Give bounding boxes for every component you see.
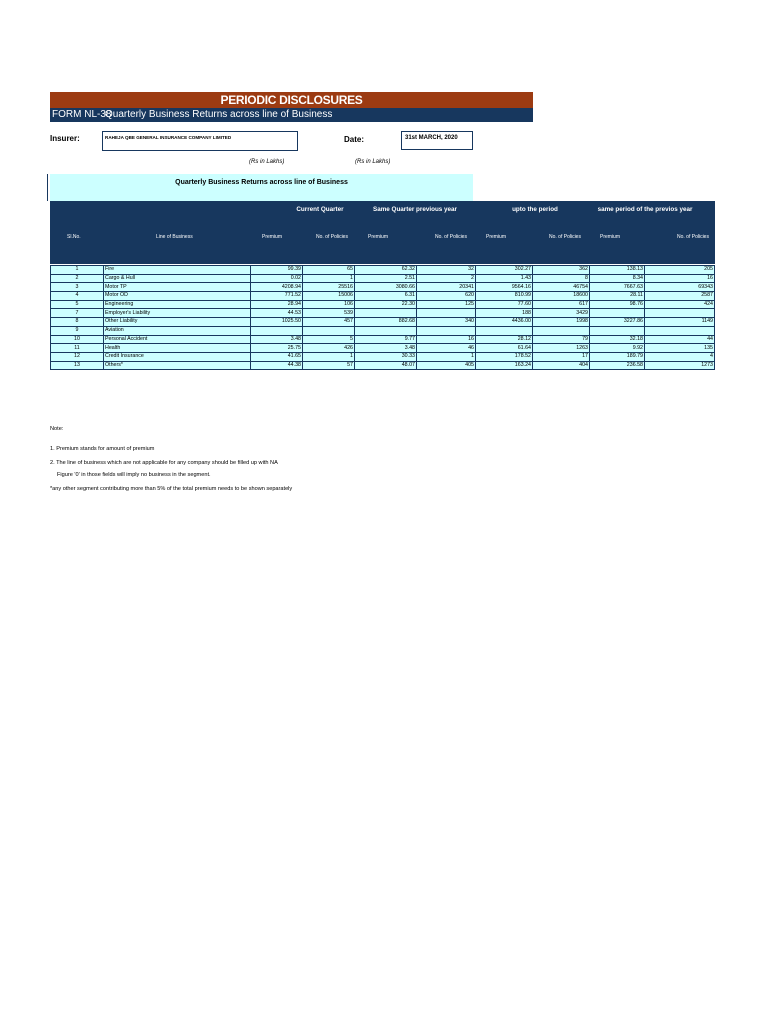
insurer-field: RAHEJA QBE GENERAL INSURANCE COMPANY LIMITED	[102, 131, 298, 151]
cell-premium	[251, 326, 303, 335]
cell-policies: 16	[645, 274, 715, 283]
cell-premium: 178.52	[476, 352, 533, 361]
cell-premium: 188	[476, 309, 533, 318]
cell-premium: 2.51	[355, 274, 417, 283]
cell-policies: 25516	[303, 283, 355, 292]
cell-slno: 13	[51, 361, 104, 370]
table-header	[50, 201, 715, 264]
col-policies: No. of Policies	[549, 234, 581, 240]
cell-slno: 10	[51, 335, 104, 344]
cell-premium: 28.11	[590, 292, 645, 301]
units-left: (Rs in Lakhs)	[249, 159, 285, 165]
table-row	[51, 361, 715, 370]
band-edge	[47, 174, 49, 201]
note-3: *any other segment contributing more than 5% of the total premium needs to be shown separately	[50, 486, 293, 492]
cell-policies: 4	[645, 352, 715, 361]
cell-premium: 9.92	[590, 344, 645, 353]
table-row	[51, 344, 715, 353]
form-description: Quarterly Business Returns across line of Business	[105, 109, 333, 120]
cell-premium: 6.31	[355, 292, 417, 301]
table-row	[51, 300, 715, 309]
cell-policies: 404	[533, 361, 590, 370]
cell-premium: 3080.66	[355, 283, 417, 292]
cell-premium	[476, 326, 533, 335]
cell-premium: 302.27	[476, 266, 533, 275]
cell-policies: 205	[645, 266, 715, 275]
col-premium: Premium	[486, 234, 507, 240]
cell-premium	[590, 326, 645, 335]
table-row	[51, 266, 715, 275]
cell-line-of-business: Personal Accident	[104, 335, 251, 344]
cell-premium: 28.94	[251, 300, 303, 309]
insurer-label: Insurer:	[50, 134, 80, 143]
cell-premium: 30.33	[355, 352, 417, 361]
cell-premium: 22.30	[355, 300, 417, 309]
col-policies: No. of Policies	[677, 234, 709, 240]
cell-slno: 2	[51, 274, 104, 283]
cell-premium: 3.48	[251, 335, 303, 344]
cell-premium: 163.24	[476, 361, 533, 370]
cell-premium: 99.39	[251, 266, 303, 275]
cell-line-of-business: Engineering	[104, 300, 251, 309]
cell-policies: 362	[533, 266, 590, 275]
cell-line-of-business: Motor OD	[104, 292, 251, 301]
cell-premium: 771.52	[251, 292, 303, 301]
cell-premium: 98.76	[590, 300, 645, 309]
cell-slno: 9	[51, 326, 104, 335]
cell-policies: 1263	[533, 344, 590, 353]
cell-premium: 61.64	[476, 344, 533, 353]
col-premium: Premium	[600, 234, 621, 240]
cell-line-of-business: Other Liability	[104, 318, 251, 327]
section-title: Quarterly Business Returns across line of Business	[50, 174, 473, 201]
cell-policies: 65	[303, 266, 355, 275]
cell-premium: 0.02	[251, 274, 303, 283]
cell-policies: 426	[303, 344, 355, 353]
cell-policies: 424	[645, 300, 715, 309]
cell-premium: 62.32	[355, 266, 417, 275]
cell-policies: 8	[533, 274, 590, 283]
col-policies: No. of Policies	[435, 234, 467, 240]
cell-policies	[303, 326, 355, 335]
cell-policies: 617	[533, 300, 590, 309]
group-same-quarter-prev: Same Quarter previous year	[373, 206, 457, 213]
group-same-period-prev: same period of the previos year	[597, 206, 693, 213]
cell-policies: 79	[533, 335, 590, 344]
cell-policies	[645, 309, 715, 318]
cell-policies: 1149	[645, 318, 715, 327]
cell-line-of-business: Fire	[104, 266, 251, 275]
cell-policies: 340	[417, 318, 476, 327]
cell-policies: 20341	[417, 283, 476, 292]
cell-premium: 48.07	[355, 361, 417, 370]
cell-policies	[417, 309, 476, 318]
cell-line-of-business: Aviation	[104, 326, 251, 335]
cell-policies: 2	[417, 274, 476, 283]
col-line-of-business: Line of Business	[156, 234, 193, 240]
cell-policies	[645, 326, 715, 335]
cell-premium: 4208.94	[251, 283, 303, 292]
page-title: PERIODIC DISCLOSURES	[50, 92, 533, 108]
table-row	[51, 326, 715, 335]
table-row	[51, 318, 715, 327]
cell-premium: 882.68	[355, 318, 417, 327]
cell-policies: 15006	[303, 292, 355, 301]
cell-policies: 106	[303, 300, 355, 309]
cell-policies: 135	[645, 344, 715, 353]
cell-policies: 1	[303, 274, 355, 283]
cell-slno: 7	[51, 309, 104, 318]
cell-line-of-business: Credit Insurance	[104, 352, 251, 361]
cell-slno: 3	[51, 283, 104, 292]
cell-policies: 3429	[533, 309, 590, 318]
cell-premium: 1.43	[476, 274, 533, 283]
cell-policies: 46	[417, 344, 476, 353]
col-premium: Premium	[368, 234, 389, 240]
cell-premium	[590, 309, 645, 318]
cell-premium: 810.99	[476, 292, 533, 301]
cell-policies: 2587	[645, 292, 715, 301]
table-row	[51, 352, 715, 361]
cell-line-of-business: Cargo & Hull	[104, 274, 251, 283]
cell-line-of-business: Health	[104, 344, 251, 353]
cell-premium	[355, 326, 417, 335]
cell-premium: 236.58	[590, 361, 645, 370]
cell-policies: 457	[303, 318, 355, 327]
form-bar	[50, 108, 533, 122]
col-policies: No. of Policies	[316, 234, 348, 240]
group-current-quarter: Current Quarter	[296, 206, 344, 213]
group-upto-period: upto the period	[512, 206, 558, 213]
cell-policies: 69343	[645, 283, 715, 292]
cell-slno: 12	[51, 352, 104, 361]
col-premium: Premium	[262, 234, 283, 240]
date-field: 31st MARCH, 2020	[401, 131, 473, 150]
cell-policies: 539	[303, 309, 355, 318]
cell-policies: 32	[417, 266, 476, 275]
cell-slno: 8	[51, 318, 104, 327]
cell-policies: 44	[645, 335, 715, 344]
cell-policies: 125	[417, 300, 476, 309]
cell-premium: 32.18	[590, 335, 645, 344]
cell-premium: 4436.00	[476, 318, 533, 327]
cell-slno: 5	[51, 300, 104, 309]
cell-policies: 5	[303, 335, 355, 344]
cell-premium: 138.13	[590, 266, 645, 275]
cell-policies	[417, 326, 476, 335]
table-row	[51, 309, 715, 318]
cell-policies: 18600	[533, 292, 590, 301]
note-2b: Figure '0' in those fields will imply no business in the segment.	[57, 472, 211, 478]
cell-premium: 189.79	[590, 352, 645, 361]
cell-policies: 405	[417, 361, 476, 370]
cell-slno: 1	[51, 266, 104, 275]
cell-premium: 9564.16	[476, 283, 533, 292]
cell-premium: 9.77	[355, 335, 417, 344]
cell-premium	[355, 309, 417, 318]
cell-premium: 25.75	[251, 344, 303, 353]
business-table	[50, 265, 715, 370]
cell-premium: 1025.50	[251, 318, 303, 327]
cell-policies: 16	[417, 335, 476, 344]
cell-policies: 1273	[645, 361, 715, 370]
cell-slno: 4	[51, 292, 104, 301]
cell-policies	[533, 326, 590, 335]
cell-line-of-business: Others*	[104, 361, 251, 370]
units-right: (Rs in Lakhs)	[355, 159, 391, 165]
cell-policies: 1	[417, 352, 476, 361]
table-row	[51, 292, 715, 301]
cell-premium: 77.60	[476, 300, 533, 309]
cell-policies: 1	[303, 352, 355, 361]
cell-policies: 17	[533, 352, 590, 361]
cell-premium: 41.65	[251, 352, 303, 361]
cell-premium: 44.53	[251, 309, 303, 318]
cell-premium: 7667.63	[590, 283, 645, 292]
cell-premium: 3227.86	[590, 318, 645, 327]
table-row	[51, 335, 715, 344]
cell-policies: 620	[417, 292, 476, 301]
cell-slno: 11	[51, 344, 104, 353]
table-row	[51, 283, 715, 292]
cell-premium: 3.48	[355, 344, 417, 353]
cell-line-of-business: Employer's Liability	[104, 309, 251, 318]
col-slno: Sl.No.	[67, 234, 81, 240]
cell-premium: 8.34	[590, 274, 645, 283]
date-label: Date:	[344, 135, 365, 144]
table-row	[51, 274, 715, 283]
cell-premium: 44.38	[251, 361, 303, 370]
cell-line-of-business: Motor TP	[104, 283, 251, 292]
note-1: 1. Premium stands for amount of premium	[50, 446, 155, 452]
cell-policies: 57	[303, 361, 355, 370]
cell-premium: 28.12	[476, 335, 533, 344]
form-code: FORM NL-38	[52, 109, 112, 120]
cell-policies: 46754	[533, 283, 590, 292]
cell-policies: 1998	[533, 318, 590, 327]
note-2: 2. The line of business which are not applicable for any company should be filled up with NA	[50, 460, 278, 466]
note-title: Note:	[50, 426, 64, 432]
